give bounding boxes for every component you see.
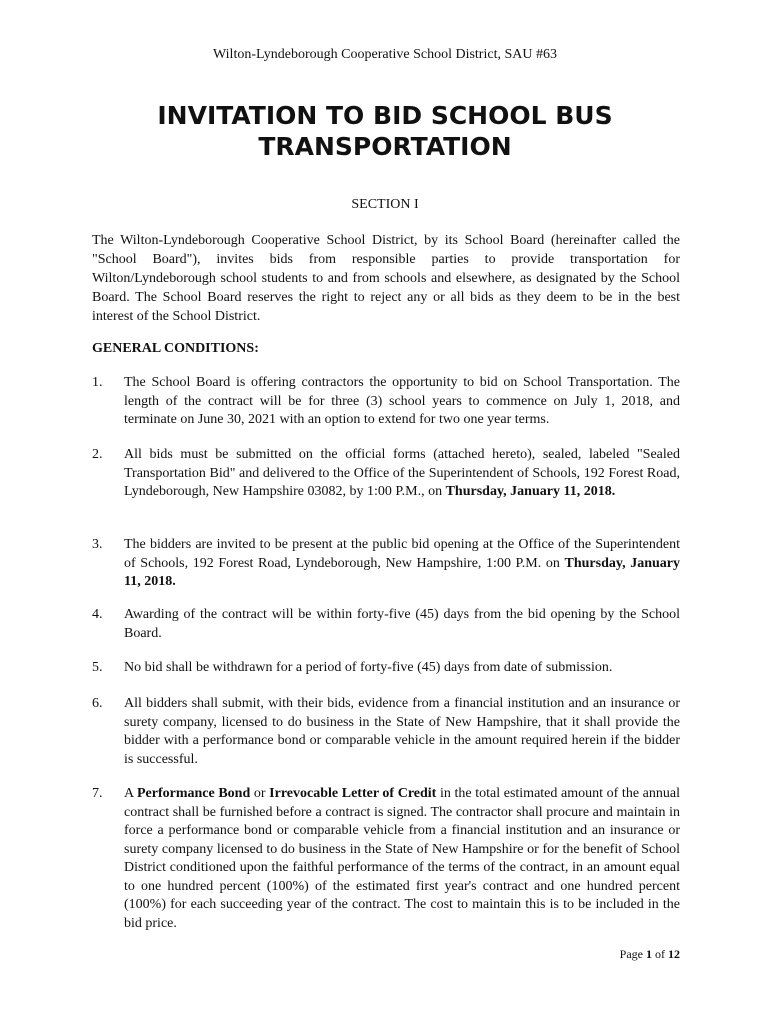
condition-item [92, 659, 680, 678]
section-heading: SECTION I [351, 197, 419, 212]
condition-item [92, 536, 680, 592]
item-text [124, 536, 680, 592]
item-bold-date: Thursday, January 11, 2018. [445, 484, 616, 499]
item-number: 3. [92, 537, 103, 552]
item-text [124, 446, 680, 502]
item-text: Awarding of the contract will be within forty-five (45) days from the bid opening by the School Board. [124, 607, 680, 641]
item-bold-term: Performance Bond [136, 786, 251, 801]
item-text-part: or [250, 786, 270, 801]
item-text-part: in the total estimated amount of the annual contract shall be furnished before a contract is signed. The contractor shall procure and maintain in force a performance bond or comparable vehicle from a financial institution and an insurance or surety company licensed to do business in the State of New Hampshire or for the benefit of School District conditioned upon the faithful performance of the terms of the contract, in an amount equal to one hundred percent (100%) of the estimated first year's contract and one hundred percent (100%) for each succeeding year of the contract. The cost to maintain this is to be included in the bid price. [124, 786, 680, 931]
item-number: 2. [92, 447, 103, 462]
intro-paragraph: The Wilton-Lyndeborough Cooperative School District, by its School Board (hereinafter called the "School Board"), invites bids from responsible parties to provide transportation for Wilton/Lyndeborough school students to and from schools and elsewhere, as designated by the School Board. The School Board reserves the right to reject any or all bids as they deem to be in the best interest of the School District. [92, 233, 680, 324]
item-number: 1. [92, 375, 103, 390]
item-bold-date: Thursday, January 11, 2018. [124, 555, 680, 589]
item-text-part: All bids must be submitted on the official forms (attached hereto), sealed, labeled "Sealed Transportation Bid" and delivered to the Office of the Superintendent of Schools, 192 Forest Road, Lyndeborough, New Hampshire 03082, by 1:00 P.M., on [124, 447, 680, 499]
item-number: 7. [92, 786, 103, 801]
item-number: 6. [92, 696, 103, 711]
condition-item [92, 374, 680, 430]
general-conditions-heading: GENERAL CONDITIONS: [92, 341, 259, 356]
document-title [0, 100, 770, 162]
page-number [620, 947, 680, 962]
condition-item [92, 785, 680, 933]
item-number: 4. [92, 607, 103, 622]
item-number: 5. [92, 660, 103, 675]
condition-item [92, 446, 680, 502]
condition-item [92, 695, 680, 769]
item-bold-term: Irrevocable Letter of Credit [269, 786, 437, 801]
item-text: The School Board is offering contractors the opportunity to bid on School Transportation. The length of the contract will be for three (3) school years to commence on July 1, 2018, and terminate on June 30, 2021 with an option to extend for two one year terms. [124, 375, 680, 427]
page-current: 1 [646, 947, 652, 961]
title-line-2: TRANSPORTATION [258, 132, 512, 161]
district-header: Wilton-Lyndeborough Cooperative School District, SAU #63 [213, 47, 557, 62]
condition-item [92, 606, 680, 643]
item-text [124, 785, 680, 933]
item-text: No bid shall be withdrawn for a period of forty-five (45) days from date of submission. [124, 660, 613, 675]
page-total: 12 [668, 947, 680, 961]
title-line-1: INVITATION TO BID SCHOOL BUS [157, 101, 613, 130]
page-of: of [655, 947, 665, 961]
item-text-part: The bidders are invited to be present at the public bid opening at the Office of the Superintendent of Schools, 192 Forest Road, Lyndeborough, New Hampshire, 1:00 P.M. on [124, 537, 680, 571]
item-text-part: A [124, 786, 137, 801]
item-text: All bidders shall submit, with their bids, evidence from a financial institution and an insurance or surety company, licensed to do business in the State of New Hampshire, that it shall provide the bidder with a performance bond or comparable vehicle in the amount required herein if the bidder is successful. [124, 696, 680, 767]
page-word: Page [619, 947, 643, 961]
